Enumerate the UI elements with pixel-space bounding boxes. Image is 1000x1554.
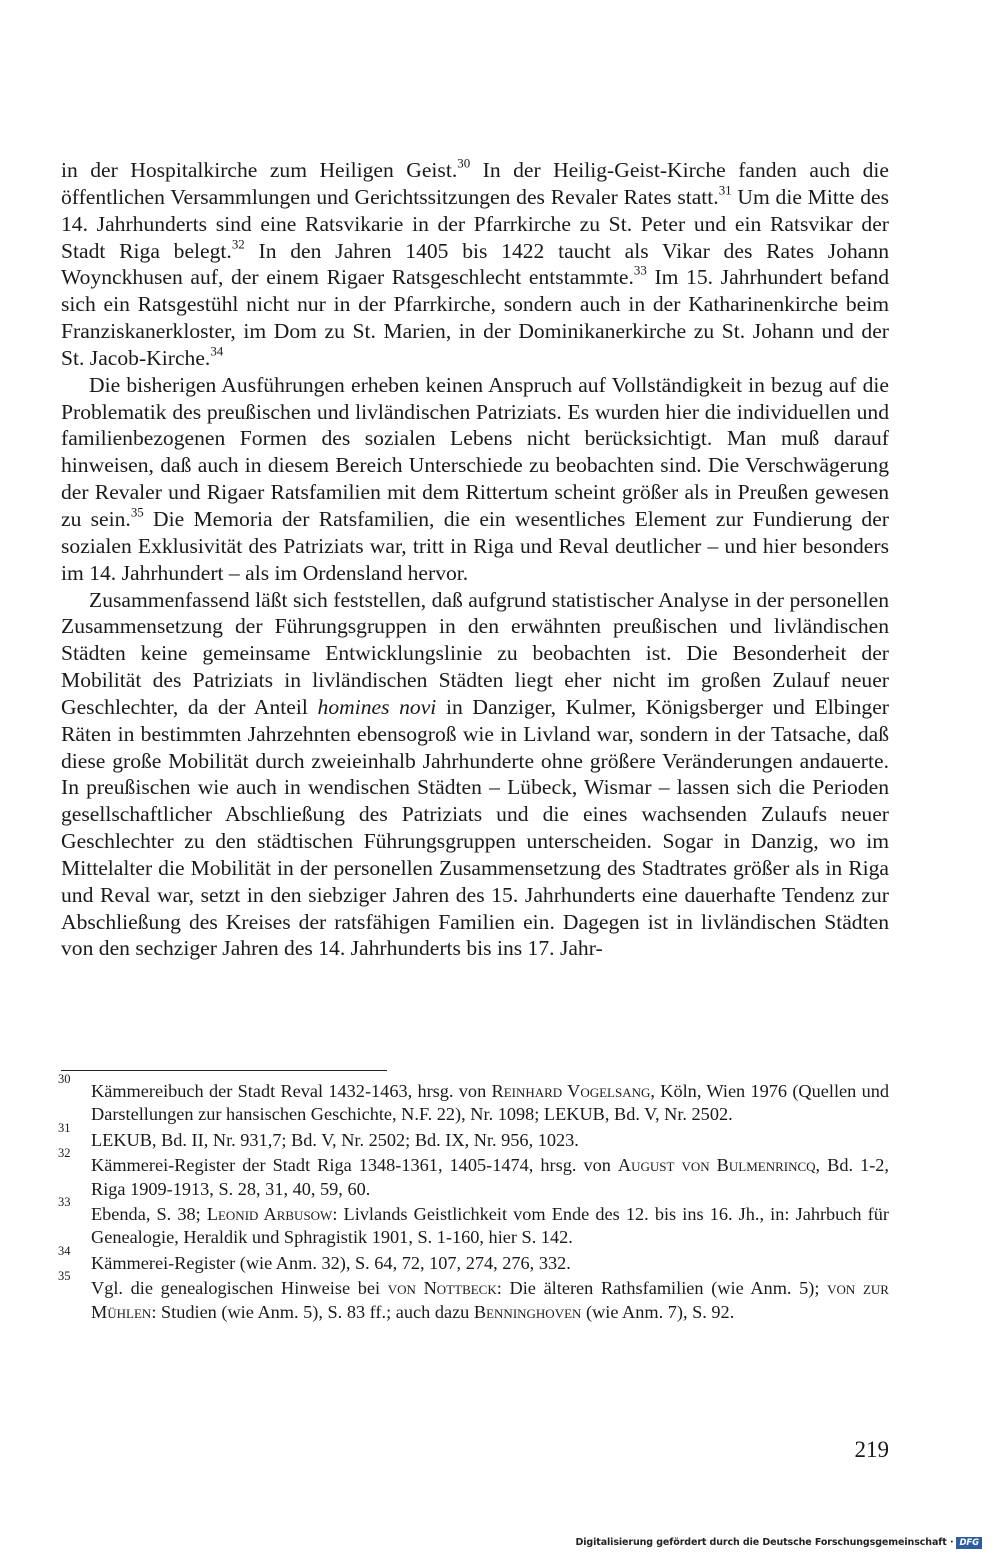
text-run: Zusammenfassend läßt sich feststellen, daß aufgrund statistischer Analyse in der personellen Zusammensetzung der Führungsgruppen in den erwähnten preußischen und livländischen Städten keine gemeinsame Entwicklungslinie zu beobachten ist. Die Besonderheit der Mobilität des Patriziats in livländischen Städten liegt eher nicht im großen Zulauf neuer Geschlechter, da der Anteil [61, 587, 889, 719]
footnote-ref-33[interactable]: 33 [633, 262, 647, 278]
author-name: von zur Mühlen [91, 1278, 889, 1322]
footnote-separator [61, 1070, 387, 1071]
text-run: Kämmerei-Register (wie Anm. 32), S. 64, 72, 107, 274, 276, 332. [91, 1252, 571, 1273]
footnote-number: 34 [58, 1243, 71, 1258]
text-run: (wie Anm. 7), S. 92. [581, 1301, 735, 1322]
footnote-ref-30[interactable]: 30 [457, 155, 471, 171]
footnote-ref-35[interactable]: 35 [130, 504, 144, 520]
text-run: LEKUB, Bd. II, Nr. 931,7; Bd. V, Nr. 2502; Bd. IX, Nr. 956, 1023. [91, 1129, 579, 1150]
paragraph-3 [61, 587, 889, 963]
text-run: Ebenda, S. 38; [91, 1204, 207, 1225]
footnote-35 [58, 1269, 889, 1324]
footnotes [58, 1072, 890, 1326]
text-run: Kämmereibuch der Stadt Reval 1432-1463, hrsg. von [91, 1081, 492, 1101]
text-run: Die bisherigen Ausführungen erheben keinen Anspruch auf Vollständigkeit in bezug auf die Problematik des preußischen und livländischen Patriziats. Es wurden hier die individuellen und familienbezogenen Formen des sozialen Lebens nicht berücksichtigt. Man muß darauf hinweisen, daß auch in diesem Bereich Unterschiede zu beobachten sind. Die Verschwägerung der Revaler und Rigaer Ratsfamilien mit dem Rittertum scheint größer als in Preußen gewesen zu sein. [61, 372, 889, 531]
dfg-logo: DFG [956, 1537, 982, 1549]
italic-term: homines novi [317, 694, 437, 719]
digitization-credit [575, 1537, 982, 1549]
text-run: in Danziger, Kulmer, Königsberger und Elbinger Räten in bestimmten Jahrzehnten ebensogroß wie in Livland war, sondern in der Tatsache, daß diese große Mobilität durch zweieinhalb Jahrhunderte ohne größere Veränderungen andauerte. In preußischen wie auch in wendischen Städten – Lübeck, Wismar – lassen sich die Perioden gesellschaftlicher Abschließung des Patriziats und die eines wachsenden Zulaufs neuer Geschlechter zu den städtischen Führungsgruppen unterscheiden. Sogar in Danzig, wo im Mittelalter die Mobilität in der personellen Zusammensetzung des Stadtrates größer als in Riga und Reval war, setzt in den siebziger Jahren des 15. Jahrhunderts eine dauerhafte Tendenz zur Abschließung des Kreises der ratsfähigen Familien ein. Dagegen ist in livländischen Städten von den sechziger Jahren des 14. Jahrhunderts bis ins 17. Jahr- [61, 694, 889, 961]
credit-text: Digitalisierung gefördert durch die Deutsche Forschungsgemeinschaft · [575, 1537, 954, 1548]
paragraph-1 [61, 157, 889, 372]
footnote-32 [58, 1146, 890, 1201]
footnote-30 [58, 1072, 889, 1127]
author-name: Reinhard Vogelsang [491, 1081, 651, 1101]
text-run: Um die Mitte des 14. Jahrhunderts sind eine Ratsvikarie in der Pfarrkirche zu St. Peter und ein Ratsvikar der Stadt Riga belegt. [61, 184, 889, 263]
author-name: August von Bulmenrincq [617, 1155, 816, 1176]
author-name: von Nottbeck [387, 1278, 497, 1299]
footnote-number: 33 [58, 1195, 71, 1210]
paragraph-2 [61, 372, 889, 587]
author-name: Leonid Arbusow [206, 1204, 333, 1225]
footnote-33 [58, 1195, 890, 1250]
footnote-ref-31[interactable]: 31 [718, 182, 732, 198]
text-run: , Bd. 1-2, Riga 1909-1913, S. 28, 31, 40, 59, 60. [91, 1155, 890, 1199]
footnote-number: 32 [58, 1146, 71, 1161]
text-run: In der Heilig-Geist-Kirche fanden auch die öffentlichen Versammlungen und Gerichtssitzungen des Revaler Rates statt. [61, 158, 889, 209]
footnote-31 [58, 1120, 889, 1152]
text-run: , Köln, Wien 1976 (Quellen und Darstellungen zur hansischen Geschichte, N.F. 22), Nr. 1098; LEKUB, Bd. V, Nr. 2502. [91, 1081, 889, 1125]
text-run: Vgl. die genealogischen Hinweise bei [91, 1278, 388, 1299]
main-text [61, 157, 889, 962]
text-run: Kämmerei-Register der Stadt Riga 1348-1361, 1405-1474, hrsg. von [91, 1155, 618, 1176]
text-run: In den Jahren 1405 bis 1422 taucht als Vikar des Rates Johann Woynckhusen auf, der einem Rigaer Ratsgeschlecht entstammte. [61, 238, 889, 290]
footnote-number: 31 [58, 1120, 71, 1135]
author-name: Benninghoven [473, 1301, 582, 1322]
text-run: : Die älteren Rathsfamilien (wie Anm. 5); [496, 1278, 828, 1299]
footnote-ref-32[interactable]: 32 [231, 235, 245, 251]
footnote-number: 35 [58, 1269, 71, 1284]
page-number: 219 [854, 1437, 889, 1462]
footnote-number: 30 [58, 1072, 71, 1086]
footnote-ref-34[interactable]: 34 [210, 343, 224, 359]
text-run: : Livlands Geistlichkeit vom Ende des 12. bis ins 16. Jh., in: Jahrbuch für Genealogie, Heraldik und Sphragistik 1901, S. 1-160, hier S. 142. [91, 1204, 890, 1248]
footnote-34 [58, 1243, 889, 1275]
text-run: : Studien (wie Anm. 5), S. 83 ff.; auch dazu [151, 1301, 474, 1322]
text-run: Im 15. Jahrhundert befand sich ein Ratsgestühl nicht nur in der Pfarrkirche, sondern auch in der Katharinenkirche beim Franziskanerkloster, im Dom zu St. Marien, in der Dominikanerkirche zu St. Johann und der St. Jacob-Kirche. [61, 265, 889, 370]
text-run: in der Hospitalkirche zum Heiligen Geist. [61, 158, 458, 182]
text-run: Die Memoria der Ratsfamilien, die ein wesentliches Element zur Fundierung der sozialen Exklusivität des Patriziats war, tritt in Riga und Reval deutlicher – und hier besonders im 14. Jahrhundert – als im Ordensland hervor. [61, 506, 889, 585]
